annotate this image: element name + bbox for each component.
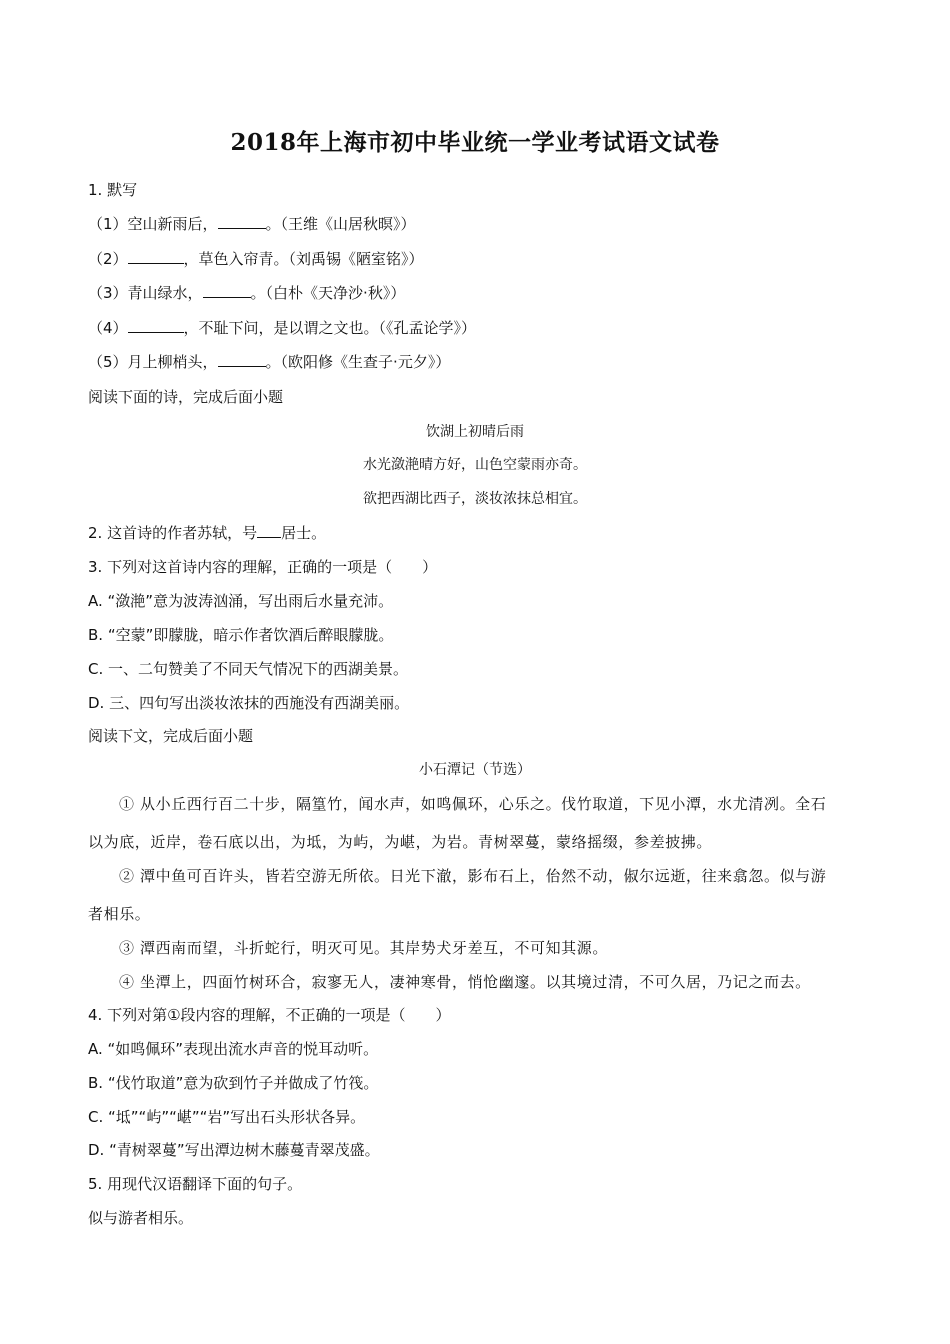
q2 (88, 523, 326, 543)
q1-item-3 (88, 283, 405, 303)
q1-item-2-post: ，草色入帘青。（刘禹锡《陋室铭》） (183, 250, 424, 268)
q1-item-5-post: 。（欧阳修《生查子·元夕》） (265, 353, 451, 371)
answer-blank (218, 214, 266, 229)
passage-paragraph-1-line-2: 以为底，近岸，卷石底以出，为坻，为屿，为嵁，为岩。青树翠蔓，蒙络摇缀，参差披拂。 (88, 833, 713, 851)
q1-item-3-pre: （3）青山绿水， (88, 284, 203, 302)
q4-option-b: B. “伐竹取道”意为砍到竹子并做成了竹筏。 (88, 1074, 379, 1092)
answer-blank (128, 318, 184, 333)
q5-sentence: 似与游者相乐。 (88, 1209, 194, 1227)
passage-paragraph-1-line-1: ① 从小丘西行百二十步，隔篁竹，闻水声，如鸣佩环，心乐之。伐竹取道，下见小潭，水尤清冽。全石 (119, 795, 827, 813)
q1-item-3-post: 。（白朴《天净沙·秋》） (250, 284, 406, 302)
passage-paragraph-2-line-2: 者相乐。 (88, 905, 151, 923)
passage-paragraph-4: ④ 坐潭上，四面竹树环合，寂寥无人，凄神寒骨，悄怆幽邃。以其境过清，不可久居，乃记之而去。 (119, 973, 811, 991)
q1-item-1-post: 。（王维《山居秋暝》） (265, 215, 416, 233)
q3-option-a: A. “潋滟”意为波涛汹涌，写出雨后水量充沛。 (88, 592, 394, 610)
passage-paragraph-2-line-1: ② 潭中鱼可百许头，皆若空游无所依。日光下澈，影布石上，佁然不动，俶尔远逝，往来翕忽。似与游 (119, 867, 827, 885)
poem-title: 饮湖上初晴后雨 (426, 424, 524, 440)
answer-blank (218, 352, 266, 367)
q4-stem: 4. 下列对第①段内容的理解，不正确的一项是（ ） (88, 1006, 451, 1024)
q2-pre: 2. 这首诗的作者苏轼，号 (88, 524, 258, 542)
exam-title: 2018年上海市初中毕业统一学业考试语文试卷 (230, 129, 720, 156)
q4-option-c: C. “坻”“屿”“嵁”“岩”写出石头形状各异。 (88, 1108, 366, 1126)
answer-blank (128, 249, 184, 264)
q1-item-1-pre: （1）空山新雨后， (88, 215, 218, 233)
q1-item-4-pre: （4） (88, 319, 128, 337)
answer-blank (203, 283, 251, 298)
q3-option-c: C. 一、二句赞美了不同天气情况下的西湖美景。 (88, 660, 409, 678)
q1-item-5 (88, 352, 450, 372)
q1-item-5-pre: （5）月上柳梢头， (88, 353, 218, 371)
q1-item-4 (88, 318, 476, 338)
q1-item-1 (88, 214, 416, 234)
passage-title: 小石潭记（节选） (419, 762, 531, 778)
q1-item-2-pre: （2） (88, 250, 128, 268)
answer-blank (257, 523, 281, 538)
q5-stem: 5. 用现代汉语翻译下面的句子。 (88, 1175, 303, 1193)
q3-option-b: B. “空蒙”即朦胧，暗示作者饮酒后醉眼朦胧。 (88, 626, 394, 644)
q1-heading: 1. 默写 (88, 181, 138, 199)
q1-item-2 (88, 249, 424, 269)
q3-stem: 3. 下列对这首诗内容的理解，正确的一项是（ ） (88, 558, 438, 576)
passage-paragraph-3: ③ 潭西南而望，斗折蛇行，明灭可见。其岸势犬牙差互，不可知其源。 (119, 939, 608, 957)
poem-line-2: 欲把西湖比西子，淡妆浓抹总相宜。 (363, 491, 587, 507)
poem-line-1: 水光潋滟晴方好，山色空蒙雨亦奇。 (363, 457, 587, 473)
q1-item-4-post: ，不耻下问，是以谓之文也。（《孔孟论学》） (183, 319, 477, 337)
passage-intro: 阅读下文，完成后面小题 (88, 727, 254, 745)
q3-option-d: D. 三、四句写出淡妆浓抹的西施没有西湖美丽。 (88, 694, 410, 712)
q4-option-d: D. “青树翠蔓”写出潭边树木藤蔓青翠茂盛。 (88, 1141, 380, 1159)
poem-intro: 阅读下面的诗，完成后面小题 (88, 388, 284, 406)
q4-option-a: A. “如鸣佩环”表现出流水声音的悦耳动听。 (88, 1040, 379, 1058)
q2-post: 居士。 (281, 524, 327, 542)
